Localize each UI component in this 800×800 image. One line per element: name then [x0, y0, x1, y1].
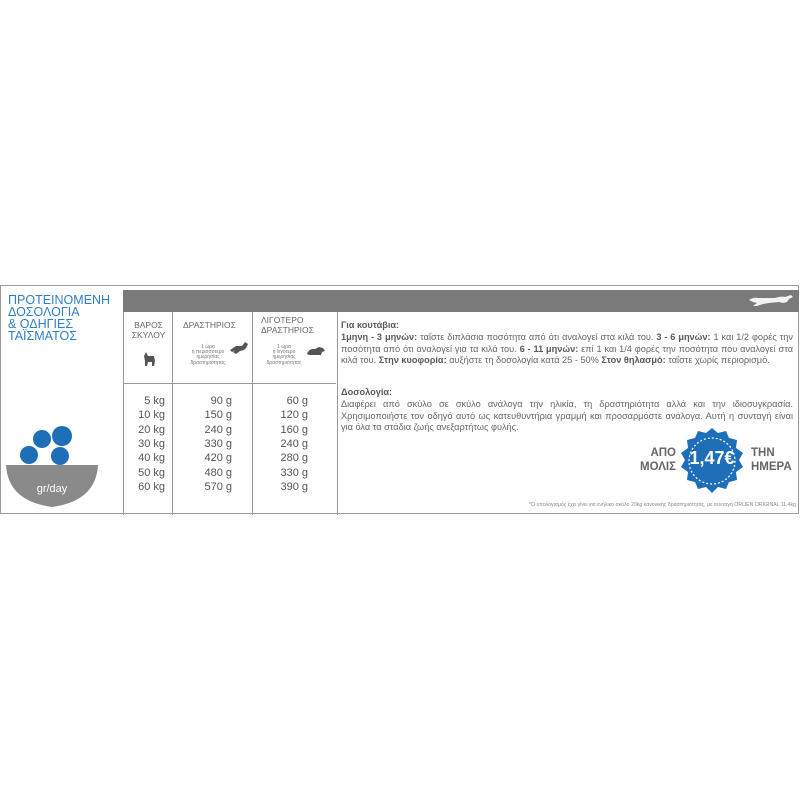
- less-active-note: [262, 345, 306, 366]
- row-active-grams: 420 g: [204, 452, 232, 465]
- row-active-grams: 330 g: [204, 437, 232, 450]
- price-suffix-1: ΤΗΝ: [751, 447, 775, 459]
- puppies-text-2: 1 και 1/2 φορές την ποσότητα από ότι αναλογεί για τα κιλά του.: [341, 331, 794, 354]
- row-weight: 20 kg: [138, 423, 165, 436]
- row-less-active-grams: 390 g: [280, 480, 308, 493]
- running-dog-icon: [228, 340, 250, 358]
- active-column-header: ΔΡΑΣΤΗΡΙΟΣ: [183, 320, 236, 330]
- row-active-grams: 480 g: [204, 466, 232, 479]
- active-note-4: δραστηριότητας: [190, 359, 226, 366]
- heading-line-3: & ΟΔΗΓΙΕΣ: [8, 317, 74, 331]
- row-active-grams: 150 g: [204, 409, 232, 422]
- row-weight: 60 kg: [138, 480, 165, 493]
- bowl-unit-label: gr/day: [36, 483, 68, 495]
- table-divider: [123, 383, 336, 384]
- greyhound-icon: [747, 294, 795, 308]
- heading-line-2: ΔΟΣΟΛΟΓΙΑ: [8, 305, 80, 319]
- puppies-title: Για κουτάβια:: [341, 320, 400, 330]
- row-active-grams: 240 g: [204, 423, 232, 436]
- row-weight: 30 kg: [138, 437, 165, 450]
- price-prefix-1: ΑΠΟ: [650, 447, 676, 459]
- row-active-grams: 90 g: [210, 395, 232, 407]
- resting-dog-icon: [305, 342, 327, 358]
- lactation-label: Στον θηλασμό:: [601, 355, 666, 366]
- active-note-1: 1 ώρα: [201, 344, 215, 350]
- pregnancy-text: αυξήστε τη δοσολογία κατά 25 - 50%: [446, 355, 602, 366]
- row-weight: 40 kg: [138, 452, 165, 465]
- row-weight: 10 kg: [138, 409, 165, 422]
- puppies-age-3: 6 - 11 μηνών:: [519, 343, 579, 354]
- active-note-2: ή περισσότερο: [191, 349, 225, 356]
- row-weight: 50 kg: [138, 466, 165, 479]
- dosage-text: Διαφέρει από σκύλο σε σκύλο ανάλογα την ηλικία, τη δραστηριότητα αλλά και την ιδιοσυγκρασία. Χρησιμοποιήστε τον οδηγό αυτό ως κατευθυντήρια γραμμή και προσαρμόστε ανάλογα. Αυτή η συνταγή είναι για όλα τα στάδια ζωής ανεξαρτήτως φυλής.: [341, 398, 793, 433]
- puppies-text: [341, 332, 793, 367]
- less-note-4: δραστηριότητας: [266, 359, 302, 366]
- row-weight: 5 kg: [144, 395, 165, 407]
- puppies-age-2: 3 - 6 μηνών:: [656, 331, 711, 342]
- price-value: 1,47€: [689, 448, 735, 468]
- puppies-age-1: 1μηνη - 3 μηνών:: [341, 331, 418, 342]
- active-note-3: ημερήσιας: [196, 354, 220, 361]
- puppies-section: [341, 320, 793, 367]
- heading-line-1: ΠΡΟΤΕΙΝΟΜΕΝΗ: [8, 293, 111, 307]
- less-note-1: 1 ώρα: [277, 344, 291, 350]
- price-suffix-2: ΗΜΕΡΑ: [751, 461, 792, 473]
- price-badge-group: [621, 426, 800, 496]
- weight-column-header: [124, 320, 173, 340]
- less-active-column-header: [261, 315, 345, 335]
- heading-line-4: ΤΑΪΣΜΑΤΟΣ: [8, 329, 77, 343]
- price-prefix: [621, 446, 676, 474]
- row-less-active-grams: 160 g: [280, 423, 308, 436]
- pregnancy-label: Στην κυοφορία:: [378, 355, 447, 366]
- puppies-text-1: ταΐστε διπλάσια ποσότητα από ότι αναλογεί στα κιλά του.: [417, 331, 657, 342]
- row-less-active-grams: 60 g: [286, 395, 308, 407]
- row-active-grams: 570 g: [204, 480, 232, 493]
- less-title-2: ΔΡΑΣΤΗΡΙΟΣ: [261, 325, 314, 335]
- row-less-active-grams: 120 g: [280, 409, 308, 422]
- less-note-2: ή λιγότερο: [272, 349, 296, 356]
- header-bar: [123, 290, 799, 312]
- food-bowl-icon: [6, 421, 98, 511]
- feeding-guide-heading: [8, 294, 120, 342]
- weight-title-2: ΣΚΥΛΟΥ: [131, 330, 166, 340]
- lactation-text: ταΐστε χωρίς περιορισμό.: [665, 355, 770, 366]
- row-less-active-grams: 280 g: [280, 452, 308, 465]
- active-note: [183, 345, 233, 366]
- dosage-title: Δοσολογία:: [341, 387, 393, 397]
- footnote: *Ο υπολογισμός έχει γίνει για ενήλικο σκύλο 20kg κανονικής δραστηριότητας, με συνταγή ORIJEN ORIGINAL 11,4kg: [528, 502, 796, 508]
- puppies-text-3: επί 1 και 1/4 φορές την ποσότητα που αναλογεί στα κιλά του.: [341, 343, 794, 366]
- less-title-1: ΛΙΓΟΤΕΡΟ: [261, 315, 304, 325]
- feeding-guide-panel: [0, 285, 799, 514]
- row-less-active-grams: 240 g: [280, 437, 308, 450]
- row-less-active-grams: 330 g: [280, 466, 308, 479]
- less-note-3: ημερήσιας: [272, 354, 296, 361]
- price-suffix: [751, 446, 800, 474]
- small-dog-icon: [140, 348, 160, 368]
- price-prefix-2: ΜΟΛΙΣ: [640, 461, 676, 473]
- weight-title-1: ΒΑΡΟΣ: [134, 320, 163, 330]
